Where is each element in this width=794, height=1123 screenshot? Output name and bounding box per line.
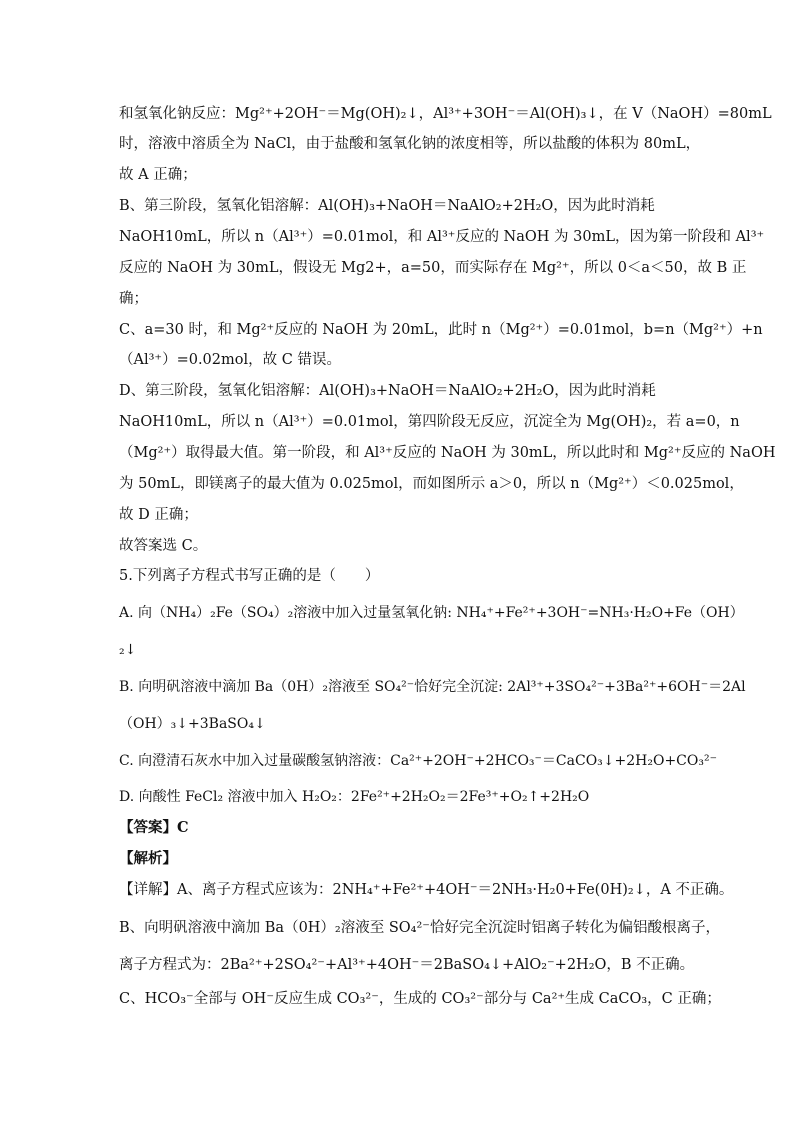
explanation-line: 【详解】A、离子方程式应该为：2NH₄⁺+Fe²⁺+4OH⁻＝2NH₃·H₂0+Fe(0H)₂↓，A 不正确。 (119, 882, 734, 898)
option-a-continued: ₂↓ (119, 642, 137, 658)
explanation-line: 离子方程式为：2Ba²⁺+2SO₄²⁻+Al³⁺+4OH⁻＝2BaSO₄↓+AlO₂⁻+2H₂O，B 不正确。 (119, 957, 695, 973)
text-line: NaOH10mL，所以 n（Al³⁺）=0.01mol，第四阶段无反应，沉淀全为 Mg(OH)₂，若 a=0，n (119, 414, 740, 430)
text-line: B、第三阶段，氢氧化铝溶解：Al(OH)₃+NaOH＝NaAlO₂+2H₂O，因为此时消耗 (119, 198, 655, 214)
text-line: C、a=30 时，和 Mg²⁺反应的 NaOH 为 20mL，此时 n（Mg²⁺）=0.01mol，b=n（Mg²⁺）+n (119, 322, 763, 338)
text-line: 故答案选 C。 (119, 538, 208, 554)
option-b-continued: （OH）₃↓+3BaSO₄↓ (119, 716, 266, 732)
text-line: 反应的 NaOH 为 30mL，假设无 Mg2+，a=50，而实际存在 Mg²⁺，所以 0＜a＜50，故 B 正 (119, 260, 747, 276)
option-c: C. 向澄清石灰水中加入过量碳酸氢钠溶液：Ca²⁺+2OH⁻+2HCO₃⁻＝CaCO₃↓+2H₂O+CO₃²⁻ (119, 753, 717, 769)
text-line: 确； (119, 291, 148, 307)
text-line: 故 D 正确； (119, 507, 198, 523)
text-line: NaOH10mL，所以 n（Al³⁺）=0.01mol，和 Al³⁺反应的 NaOH 为 30mL，因为第一阶段和 Al³⁺ (119, 229, 765, 245)
option-d: D. 向酸性 FeCl₂ 溶液中加入 H₂O₂：2Fe²⁺+2H₂O₂＝2Fe³⁺+O₂↑+2H₂O (119, 789, 590, 805)
text-line: 时，溶液中溶质全为 NaCl，由于盐酸和氢氧化钠的浓度相等，所以盐酸的体积为 80mL， (119, 136, 701, 152)
question-title: 5.下列离子方程式书写正确的是（ ） (119, 568, 380, 584)
text-line: （Mg²⁺）取得最大值。第一阶段，和 Al³⁺反应的 NaOH 为 30mL，所以此时和 Mg²⁺反应的 NaOH (119, 445, 776, 461)
option-a: A. 向（NH₄）₂Fe（SO₄）₂溶液中加入过量氢氧化钠: NH₄⁺+Fe²⁺+3OH⁻=NH₃·H₂O+Fe（OH） (119, 605, 744, 621)
analysis-label: 【解析】 (119, 850, 177, 867)
option-b: B. 向明矾溶液中滴加 Ba（0H）₂溶液至 SO₄²⁻恰好完全沉淀: 2Al³⁺+3SO₄²⁻+3Ba²⁺+6OH⁻＝2Al (119, 679, 746, 695)
answer-label: 【答案】C (119, 819, 189, 836)
text-line: 故 A 正确； (119, 167, 197, 183)
text-line: D、第三阶段，氢氧化铝溶解：Al(OH)₃+NaOH＝NaAlO₂+2H₂O，因为此时消耗 (119, 383, 656, 399)
text-line: （Al³⁺）=0.02mol，故 C 错误。 (119, 352, 341, 368)
text-line: 为 50mL，即镁离子的最大值为 0.025mol，而如图所示 a＞0，所以 n（Mg²⁺）＜0.025mol， (119, 476, 744, 492)
text-line: 和氢氧化钠反应：Mg²⁺+2OH⁻＝Mg(OH)₂↓，Al³⁺+3OH⁻＝Al(OH)₃↓，在 V（NaOH）=80mL (119, 106, 772, 122)
explanation-line: C、HCO₃⁻全部与 OH⁻反应生成 CO₃²⁻，生成的 CO₃²⁻部分与 Ca²⁺生成 CaCO₃，C 正确； (119, 991, 721, 1007)
explanation-line: B、向明矾溶液中滴加 Ba（0H）₂溶液至 SO₄²⁻恰好完全沉淀时铝离子转化为偏铝酸根离子， (119, 920, 720, 936)
